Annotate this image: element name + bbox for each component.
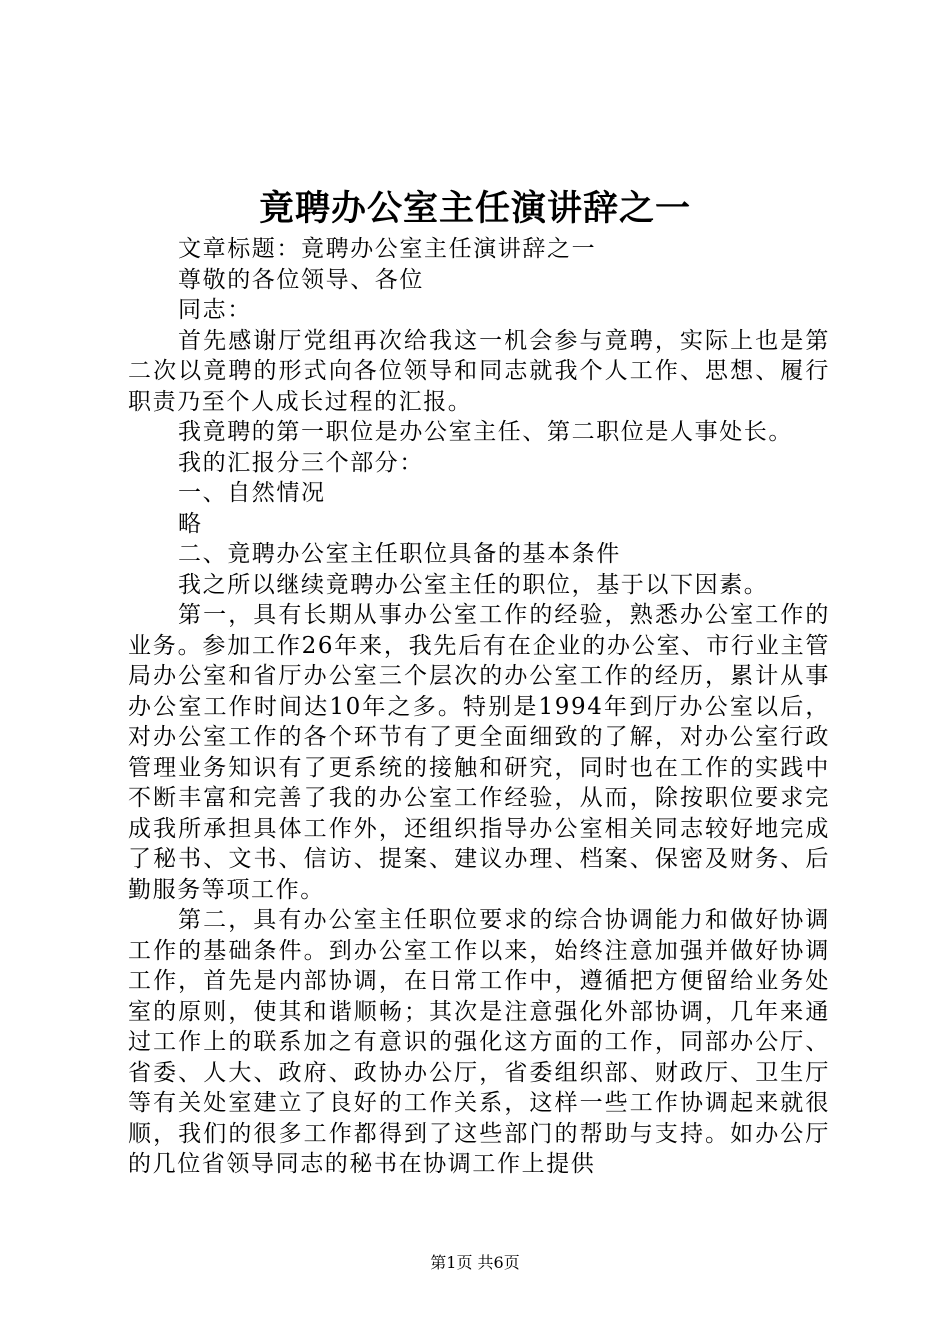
paragraph-first-reason: 第一，具有长期从事办公室工作的经验，熟悉办公室工作的业务。参加工作26年来，我先后有在企业的办公室、市行业主管局办公室和省厅办公室三个层次的办公室工作的经历，累计从事办公室工作时间达10年之多。特别是1994年到厅办公室以后，对办公室工作的各个环节有了更全面细致的了解，对办公室行政管理业务知识有了更系统的接触和研究，同时也在工作的实践中不断丰富和完善了我的办公室工作经验，从而，除按职位要求完成我所承担具体工作外，还组织指导办公室相关同志较好地完成了秘书、文书、信访、提案、建议办理、档案、保密及财务、后勤服务等项工作。	[128, 602, 830, 903]
paragraph-article-title: 文章标题：竟聘办公室主任演讲辞之一	[178, 236, 597, 262]
paragraph-omitted: 略	[178, 510, 203, 537]
page-footer: 第1页 共6页	[430, 1253, 520, 1272]
document-body	[128, 234, 830, 1180]
paragraph-positions: 我竟聘的第一职位是办公室主任、第二职位是人事处长。	[178, 419, 793, 445]
paragraph-salutation-cont: 同志：	[178, 297, 252, 323]
paragraph-report-parts: 我的汇报分三个部分：	[178, 449, 424, 476]
paragraph-salutation: 尊敬的各位领导、各位	[178, 266, 424, 293]
paragraph-second-reason: 第二，具有办公室主任职位要求的综合协调能力和做好协调工作的基础条件。到办公室工作以来，始终注意加强并做好协调工作，首先是内部协调，在日常工作中，遵循把方便留给业务处室的原则，使其和谐顺畅；其次是注意强化外部协调，几年来通过工作上的联系加之有意识的强化这方面的工作，同部办公厅、省委、人大、政府、政协办公厅，省委组织部、财政厅、卫生厅等有关处室建立了良好的工作关系，这样一些工作协调起来就很顺，我们的很多工作都得到了这些部门的帮助与支持。如办公厅的几位省领导同志的秘书在协调工作上提供	[128, 907, 830, 1177]
paragraph-opening: 首先感谢厅党组再次给我这一机会参与竟聘，实际上也是第二次以竟聘的形式向各位领导和同志就我个人工作、思想、履行职责乃至个人成长过程的汇报。	[128, 327, 830, 415]
document-title: 竟聘办公室主任演讲辞之一	[258, 188, 691, 229]
paragraph-reasons-intro: 我之所以继续竟聘办公室主任的职位，基于以下因素。	[178, 571, 769, 598]
section-heading-2: 二、竟聘办公室主任职位具备的基本条件	[178, 541, 621, 567]
section-heading-1: 一、自然情况	[178, 480, 326, 506]
